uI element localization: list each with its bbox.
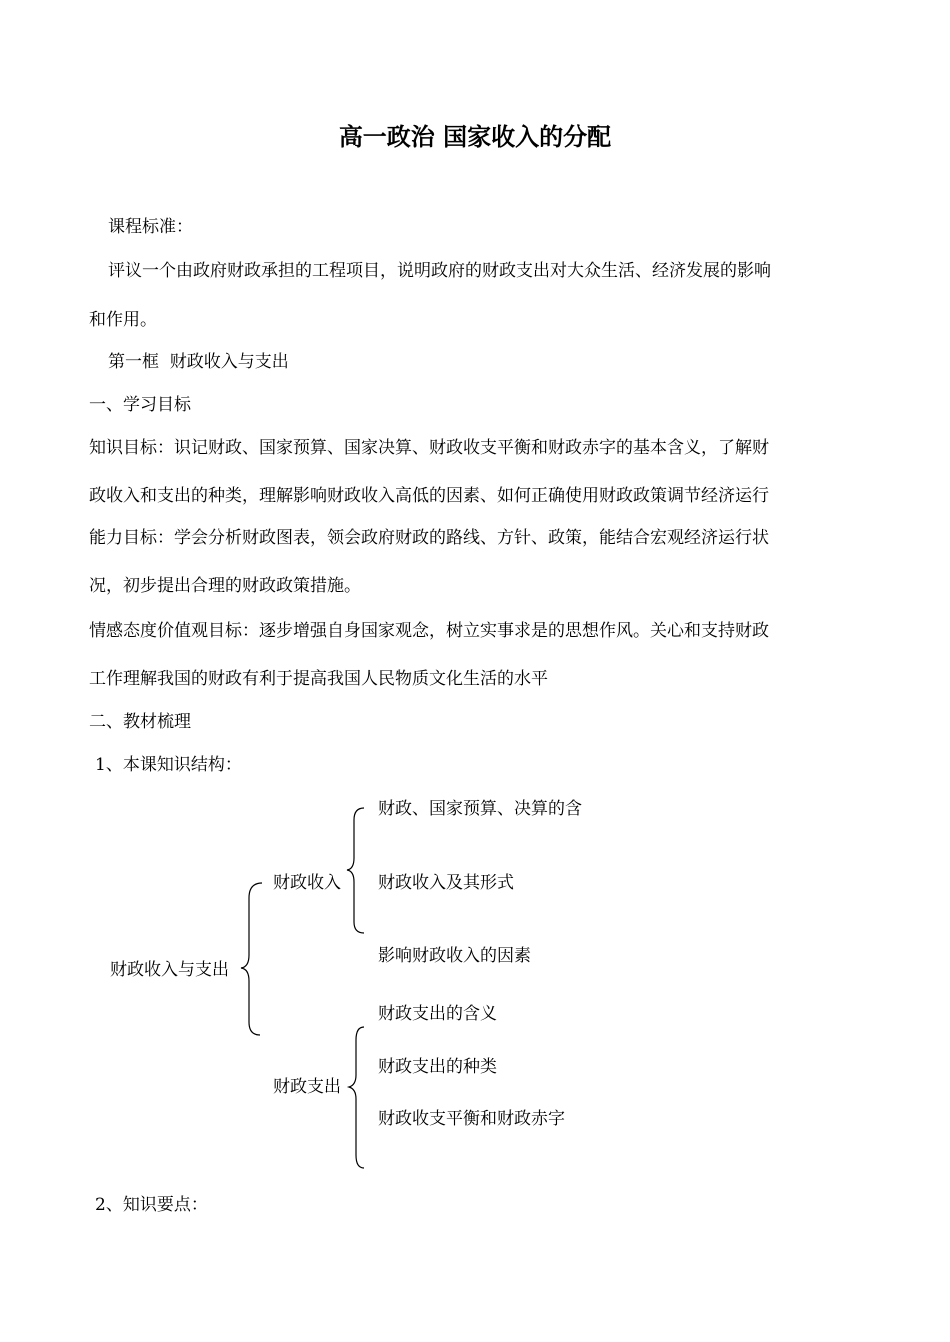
expenditure-item-3: 财政收支平衡和财政赤字	[378, 1109, 565, 1129]
branch-income-label: 财政收入	[273, 873, 341, 893]
curriculum-standard-line-1: 评议一个由政府财政承担的工程项目，说明政府的财政支出对大众生活、经济发展的影响	[108, 261, 771, 281]
income-brace	[347, 808, 364, 933]
expenditure-item-2: 财政支出的种类	[378, 1057, 497, 1077]
expenditure-brace	[349, 1027, 364, 1168]
knowledge-goal-line-2: 政收入和支出的种类，理解影响财政收入高低的因素、如何正确使用财政政策调节经济运行	[89, 486, 769, 506]
page-title: 高一政治 国家收入的分配	[338, 122, 612, 151]
ability-goal-line-2: 况，初步提出合理的财政政策措施。	[89, 576, 361, 596]
branch-expenditure-label: 财政支出	[273, 1077, 341, 1097]
key-points-heading: 2、知识要点：	[95, 1195, 208, 1215]
heading-learning-goals: 一、学习目标	[89, 395, 191, 415]
emotion-goal-line-2: 工作理解我国的财政有利于提高我国人民物质文化生活的水平	[89, 669, 548, 689]
ability-goal-line-1: 能力目标：学会分析财政图表，领会政府财政的路线、方针、政策，能结合宏观经济运行状	[89, 528, 769, 548]
curriculum-standard-line-2: 和作用。	[89, 310, 157, 330]
structure-heading: 1、本课知识结构：	[95, 755, 242, 775]
income-item-1: 财政、国家预算、决算的含	[378, 799, 582, 819]
structure-root: 财政收入与支出	[110, 960, 229, 980]
income-item-3: 影响财政收入的因素	[378, 946, 531, 966]
heading-material-outline: 二、教材梳理	[89, 712, 191, 732]
knowledge-goal-line-1: 知识目标：识记财政、国家预算、国家决算、财政收支平衡和财政赤字的基本含义，了解财	[89, 438, 769, 458]
curriculum-standard-heading: 课程标准：	[108, 217, 193, 237]
emotion-goal-line-1: 情感态度价值观目标：逐步增强自身国家观念，树立实事求是的思想作风。关心和支持财政	[89, 621, 769, 641]
expenditure-item-1: 财政支出的含义	[378, 1004, 497, 1024]
income-item-2: 财政收入及其形式	[378, 873, 514, 893]
section-frame-heading: 第一框 财政收入与支出	[108, 352, 289, 372]
root-brace	[241, 883, 262, 1035]
